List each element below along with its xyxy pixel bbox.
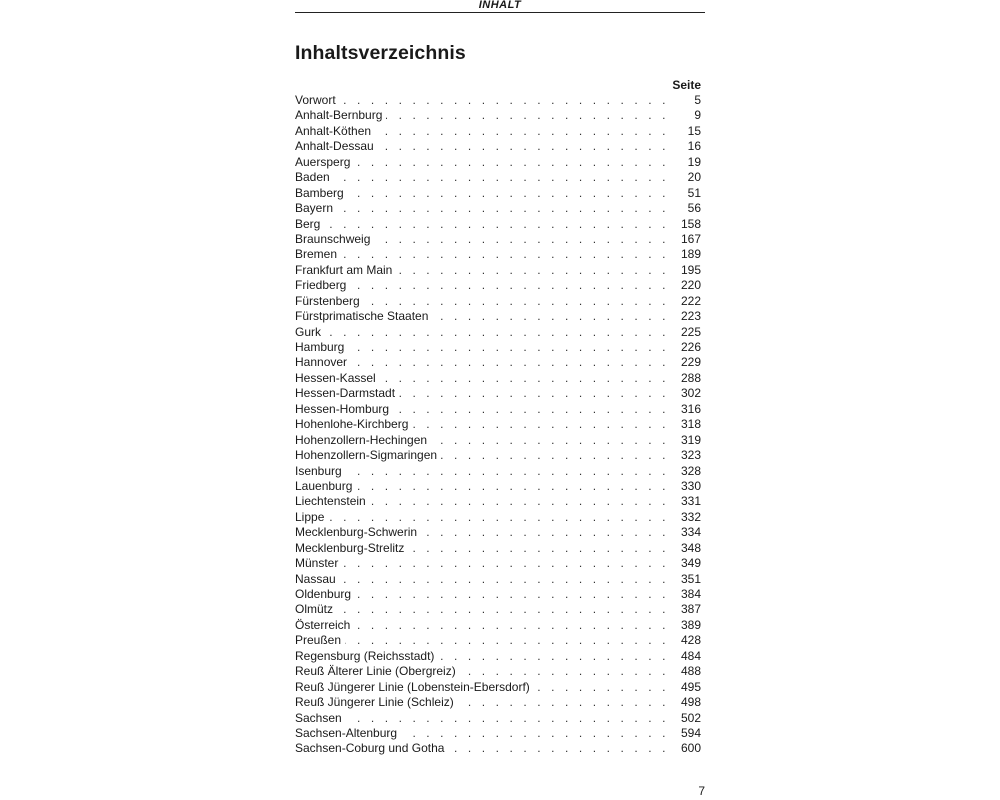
toc-entry-page: 19 [687,154,701,169]
toc-entry[interactable] [295,479,701,494]
toc-entry-label: Mecklenburg-Strelitz [295,540,405,555]
page-title: Inhaltsverzeichnis [295,42,466,64]
toc-leader-dots [380,371,669,386]
toc-entry-page: 316 [680,401,701,416]
toc-entry[interactable] [295,664,701,679]
toc-leader-dots [408,541,669,556]
toc-entry[interactable] [295,263,701,278]
toc-leader-dots [364,294,669,309]
toc-leader-dots [378,139,669,154]
toc-leader-dots [448,741,669,756]
toc-leader-dots [340,572,669,587]
toc-leader-dots [458,695,669,710]
toc-entry[interactable] [295,402,701,417]
toc-entry[interactable] [295,155,701,170]
toc-entry-page: 600 [680,741,701,756]
toc-entry[interactable] [295,309,701,324]
toc-entry-page: 225 [680,324,701,339]
toc-entry-label: Bremen [295,247,338,262]
toc-entry[interactable] [295,355,701,370]
toc-leader-dots [340,93,669,108]
toc-leader-dots [432,309,669,324]
toc-entry-page: 331 [680,494,701,509]
toc-entry[interactable] [295,649,701,664]
toc-leader-dots [346,711,669,726]
toc-entry[interactable] [295,633,701,648]
toc-entry[interactable] [295,325,701,340]
toc-leader-dots [346,464,669,479]
toc-entry-page: 189 [680,247,701,262]
toc-entry-label: Olmütz [295,602,334,617]
toc-entry-page: 9 [694,108,701,123]
toc-entry[interactable] [295,232,701,247]
toc-entry[interactable] [295,711,701,726]
toc-entry[interactable] [295,525,701,540]
toc-leader-dots [399,386,669,401]
toc-entry-page: 594 [680,725,701,740]
toc-entry[interactable] [295,417,701,432]
toc-entry-label: Lippe [295,509,325,524]
toc-entry[interactable] [295,371,701,386]
toc-entry-label: Fürstprimatische Staaten [295,309,429,324]
toc-entry-page: 319 [680,432,701,447]
toc-entry-label: Hessen-Homburg [295,401,390,416]
toc-entry-page: 384 [680,587,701,601]
toc-entry-label: Vorwort [295,93,336,107]
toc-entry-page: 288 [680,370,701,385]
toc-entry[interactable] [295,510,701,525]
toc-entry-page: 15 [687,123,701,138]
toc-entry[interactable] [295,139,701,154]
toc-entry-page: 5 [694,93,701,107]
toc-leader-dots [337,201,669,216]
toc-entry-label: Hohenzollern-Hechingen [295,432,428,447]
toc-entry-page: 387 [680,602,701,617]
toc-leader-dots [324,217,669,232]
toc-entry[interactable] [295,340,701,355]
toc-entry-page: 495 [680,679,701,694]
toc-entry-label: Oldenburg [295,587,352,601]
toc-entry-page: 222 [680,293,701,308]
toc-entry-label: Reuß Älterer Linie (Obergreiz) [295,664,456,679]
toc-entry[interactable] [295,217,701,232]
toc-leader-dots [341,247,669,262]
toc-entry-label: Auersperg [295,154,351,169]
toc-entry-page: 502 [680,710,701,725]
toc-entry-page: 323 [680,448,701,463]
toc-entry-page: 229 [680,355,701,370]
toc-entry-label: Fürstenberg [295,293,360,308]
toc-entry-label: Regensburg (Reichsstadt) [295,648,435,663]
toc-entry-page: 16 [687,139,701,154]
toc-leader-dots [386,108,669,123]
toc-entry-label: Münster [295,556,339,571]
toc-entry-page: 349 [680,556,701,571]
toc-entry-label: Reuß Jüngerer Linie (Schleiz) [295,695,454,710]
toc-entry-page: 334 [680,525,701,540]
toc-entry-label: Sachsen [295,710,342,725]
toc-entry-label: Lauenburg [295,478,353,493]
running-header [295,0,705,13]
toc-entry-page: 498 [680,695,701,710]
toc-leader-dots [396,263,669,278]
toc-leader-dots [354,618,669,633]
toc-entry-page: 56 [687,201,701,216]
toc-entry-label: Bayern [295,201,334,216]
toc-leader-dots [345,633,669,648]
toc-entry-page: 348 [680,540,701,555]
toc-entry-page: 195 [680,262,701,277]
toc-entry[interactable] [295,433,701,448]
toc-leader-dots [337,602,669,617]
toc-entry[interactable] [295,587,701,602]
toc-leader-dots [348,186,669,201]
toc-entry[interactable] [295,726,701,741]
toc-leader-dots [328,510,669,525]
toc-entry[interactable] [295,556,701,571]
toc-leader-dots [370,494,669,509]
toc-entry-page: 20 [687,170,701,185]
toc-entry-page: 302 [680,386,701,401]
toc-entry-label: Friedberg [295,278,347,293]
toc-entry-page: 220 [680,278,701,293]
toc-leader-dots [334,170,669,185]
toc-entry-page: 223 [680,309,701,324]
toc-entry-label: Berg [295,216,321,231]
toc-leader-dots [351,355,669,370]
toc-entry-label: Preußen [295,633,342,648]
toc-entry-label: Hessen-Kassel [295,370,376,385]
toc-entry[interactable] [295,494,701,509]
toc-entry[interactable] [295,278,701,293]
toc-entry[interactable] [295,294,701,309]
toc-entry[interactable] [295,247,701,262]
toc-entry-page: 318 [680,417,701,432]
toc-entry[interactable] [295,201,701,216]
toc-entry-page: 226 [680,340,701,354]
toc-entry-label: Österreich [295,617,351,632]
toc-entry-label: Hessen-Darmstadt [295,386,396,401]
toc-entry[interactable] [295,448,701,463]
toc-entry[interactable] [295,93,701,108]
toc-entry-label: Gurk [295,324,322,339]
toc-entry[interactable] [295,695,701,710]
toc-entry-page: 158 [680,216,701,231]
toc-leader-dots [374,232,669,247]
toc-entry[interactable] [295,741,701,756]
toc-leader-dots [342,556,669,571]
toc-entry-label: Nassau [295,571,336,586]
toc-entry-label: Sachsen-Altenburg [295,725,398,740]
running-header-title: INHALT [478,0,522,11]
toc-entry-page: 484 [680,648,701,663]
toc-leader-dots [438,649,669,664]
toc-leader-dots [534,680,669,695]
toc-leader-dots [350,278,669,293]
toc-entry-label: Hohenzollern-Sigmaringen [295,448,438,463]
toc-leader-dots [393,402,669,417]
toc-entry-label: Bamberg [295,185,344,200]
toc-entry-label: Sachsen-Coburg und Gotha [295,741,445,756]
toc-leader-dots [375,124,669,139]
toc-entry[interactable] [295,602,701,617]
toc-entry-page: 428 [680,633,701,648]
toc-leader-dots [355,587,669,602]
toc-entry[interactable] [295,124,701,139]
toc-entry-label: Hamburg [295,340,345,354]
toc-entry-page: 351 [680,571,701,586]
toc-entry-label: Hannover [295,355,348,370]
toc-entry-page: 328 [680,463,701,478]
toc-entry[interactable] [295,108,701,123]
toc-entry-page: 332 [680,509,701,524]
toc-entry[interactable] [295,618,701,633]
toc-leader-dots [412,417,669,432]
toc-entry-label: Isenburg [295,463,342,478]
toc-entry[interactable] [295,680,701,695]
toc-leader-dots [356,479,669,494]
toc-entry-page: 389 [680,617,701,632]
toc-leader-dots [354,155,669,170]
toc-entry-page: 51 [687,185,701,200]
toc-entry[interactable] [295,541,701,556]
page-number: 7 [698,784,705,798]
toc-leader-dots [441,448,669,463]
toc-leader-dots [460,664,669,679]
toc-entry-label: Baden [295,170,330,185]
toc-entry-label: Anhalt-Bernburg [295,108,383,123]
toc-leader-dots [348,340,669,355]
toc-leader-dots [401,726,669,741]
toc-entry-label: Hohenlohe-Kirchberg [295,417,409,432]
toc-entry-page: 330 [680,478,701,493]
toc-entry-page: 167 [680,231,701,246]
toc-leader-dots [325,325,669,340]
toc-entry-label: Frankfurt am Main [295,262,393,277]
book-page [295,0,705,800]
toc-entry-label: Anhalt-Köthen [295,123,372,138]
toc-entry-label: Mecklenburg-Schwerin [295,525,418,540]
toc-entry[interactable] [295,572,701,587]
toc-entry-label: Anhalt-Dessau [295,139,374,154]
toc-leader-dots [431,433,669,448]
toc-entry[interactable] [295,464,701,479]
toc-entry-label: Braunschweig [295,231,371,246]
toc-entry[interactable] [295,170,701,185]
toc-leader-dots [421,525,669,540]
toc-entry-page: 488 [680,664,701,679]
toc-entry[interactable] [295,186,701,201]
toc-entry[interactable] [295,386,701,401]
toc-entry-label: Liechtenstein [295,494,366,509]
toc-entry-label: Reuß Jüngerer Linie (Lobenstein-Ebersdorf) [295,679,530,694]
page-column-label: Seite [672,78,701,92]
toc-list [295,93,701,757]
